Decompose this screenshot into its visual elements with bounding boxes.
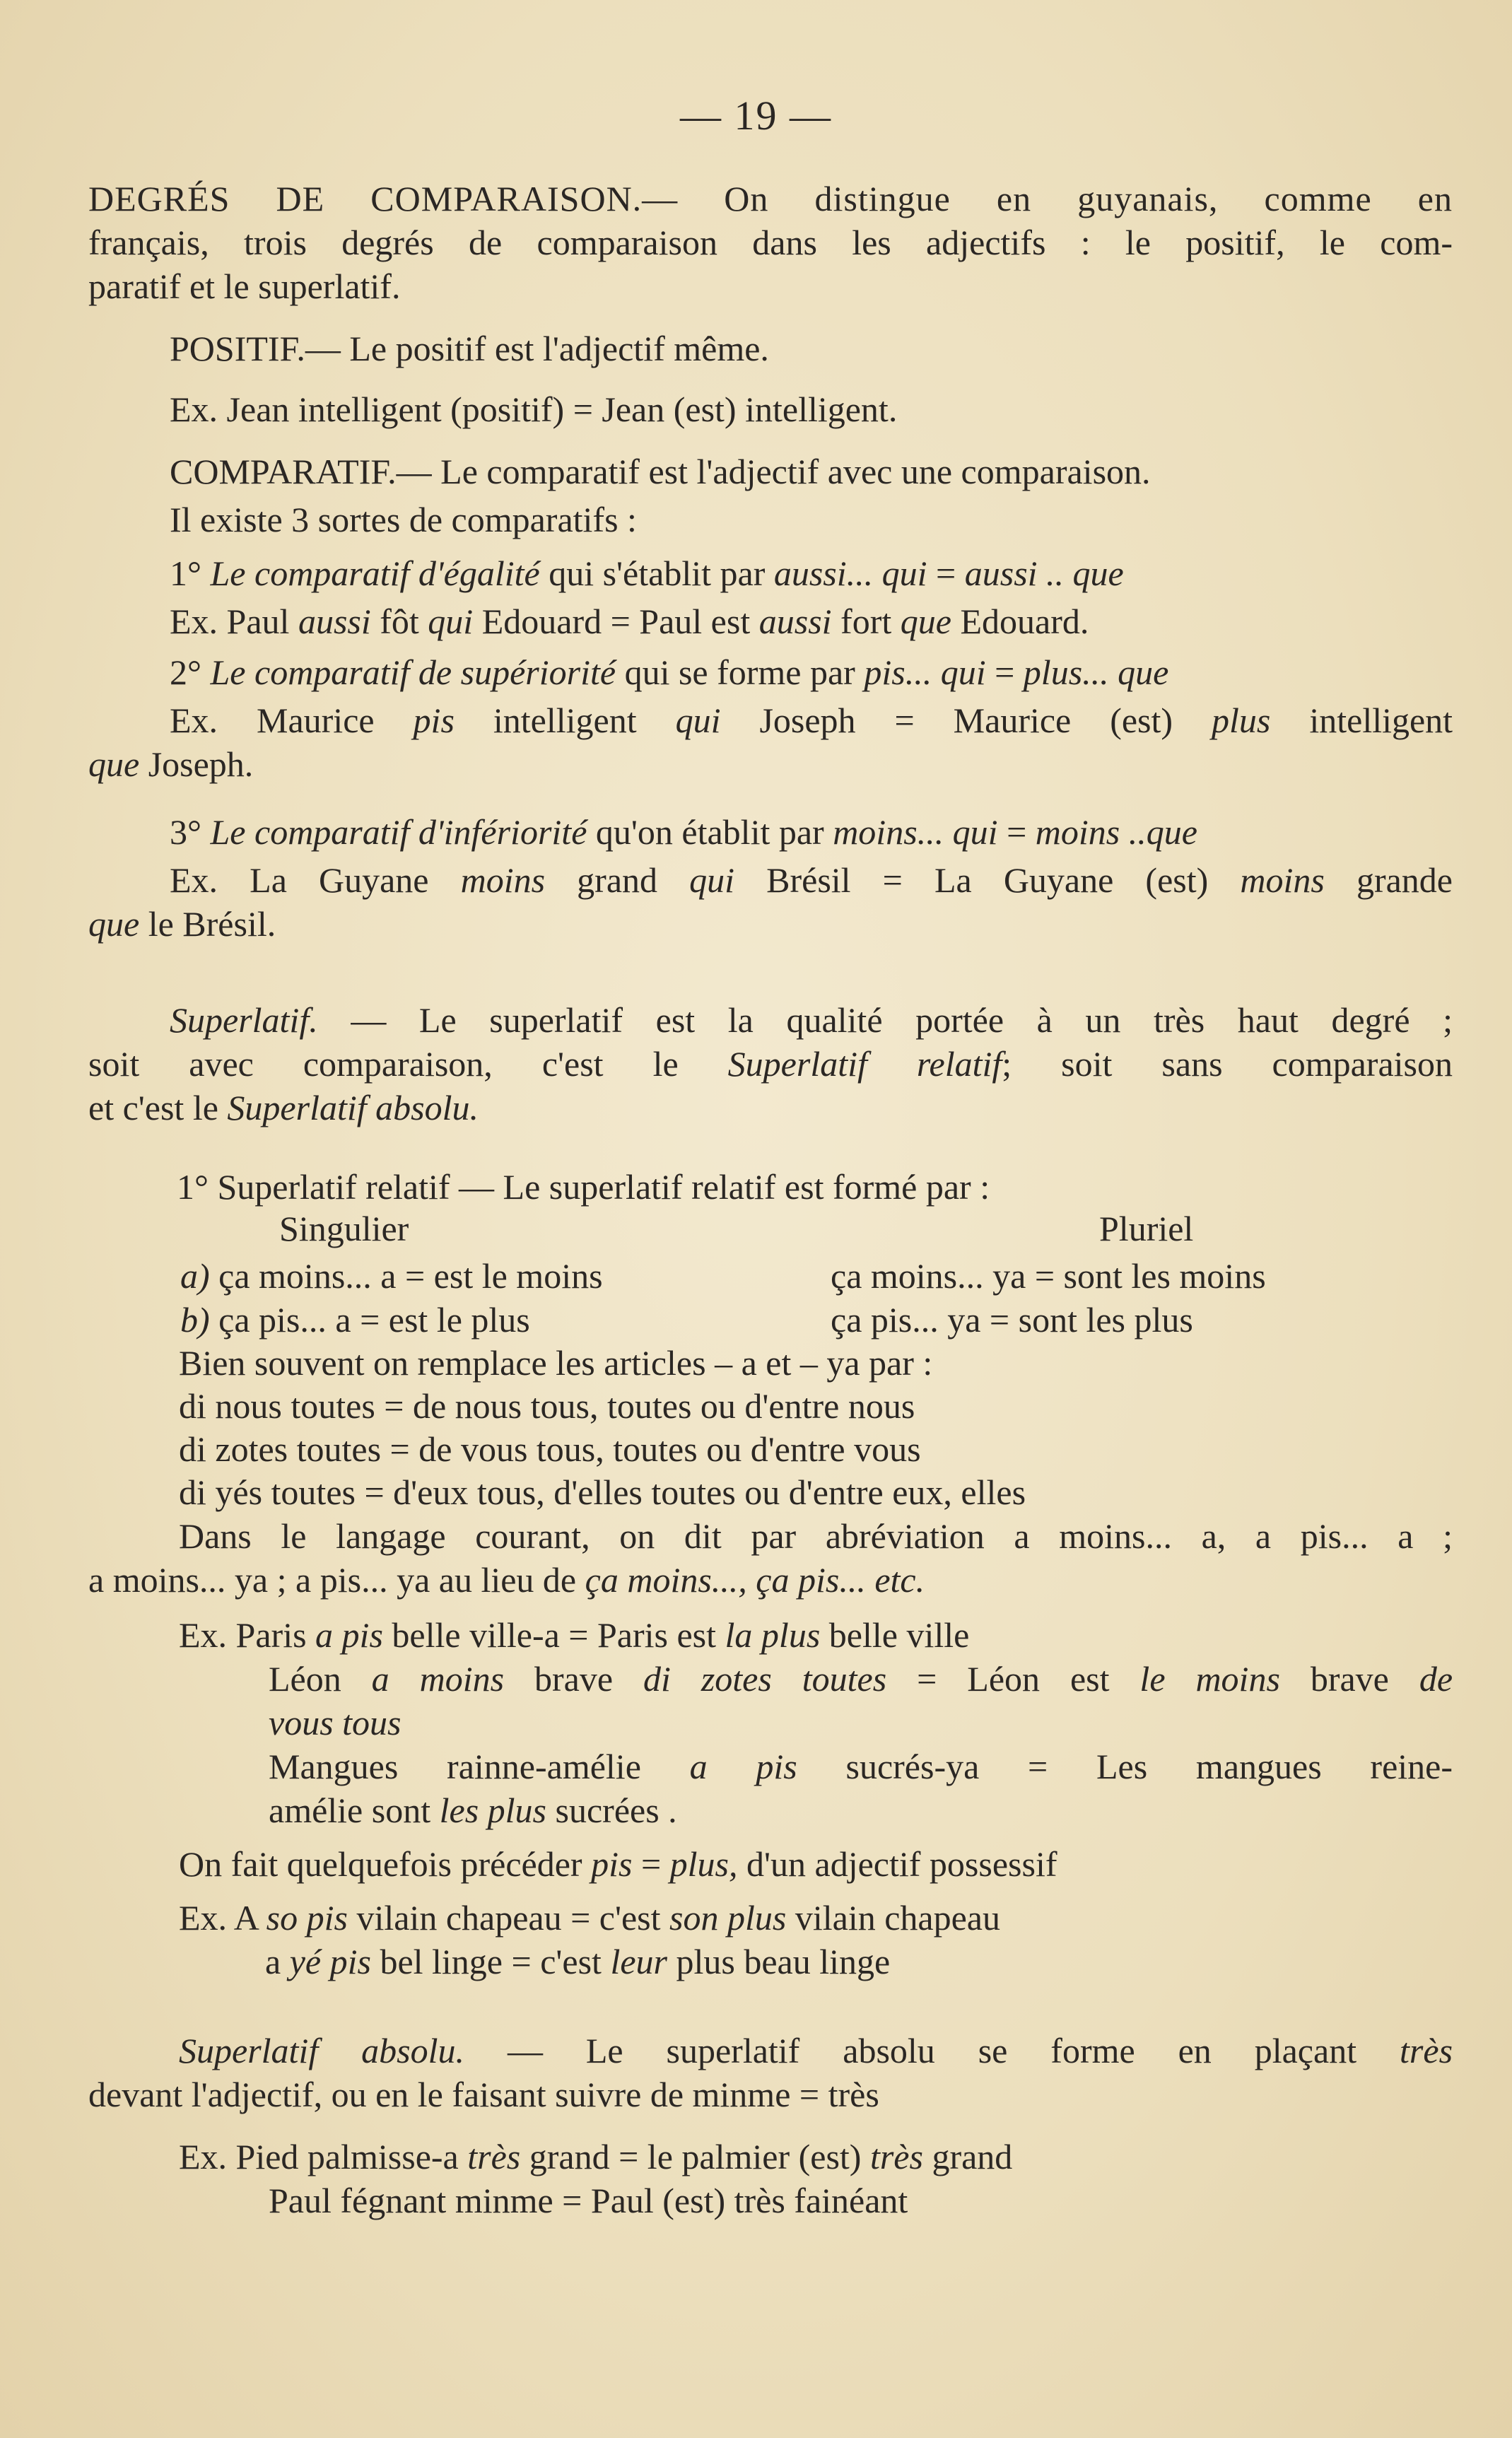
degres-line-3: paratif et le superlatif. [88, 266, 401, 306]
relatif-forms-table [88, 1254, 1453, 1342]
pronoun-vous: di zotes toutes = de vous tous, toutes ou d'entre vous [179, 1429, 921, 1469]
comparatif-definition: COMPARATIF.— Le comparatif est l'adjectif avec une comparaison. [170, 452, 1151, 491]
absolu-def-1: Superlatif absolu. — Le superlatif absolu se forme en plaçant très [179, 2031, 1453, 2070]
relatif-form-row [180, 1254, 1453, 1298]
positif-definition: POSITIF.— Le positif est l'adjectif même. [170, 329, 769, 368]
relatif-pronouns [88, 1342, 1453, 1514]
relatif-row-marker: a) [180, 1256, 210, 1296]
relatif-pluriel-cell: ça pis... ya = sont les plus [831, 1300, 1193, 1340]
relatif-replace: Bien souvent on remplace les articles – a et – ya par : [179, 1343, 933, 1383]
relatif-examples [88, 1613, 1453, 1832]
possessif-example-2: a yé pis bel linge = c'est leur plus beau linge [265, 1942, 891, 1981]
relatif-column-headers [88, 1209, 1453, 1248]
page-number: — 19 — [680, 93, 832, 139]
term-comparatif-inferiorite: Le comparatif d'infériorité [210, 812, 587, 852]
pronoun-eux: di yés toutes = d'eux tous, d'elles toutes ou d'entre eux, elles [179, 1472, 1026, 1512]
relatif-row-marker: b) [180, 1300, 210, 1340]
comparatif-egalite-example: Ex. Paul aussi fôt qui Edouard = Paul est aussi fort que Edouard. [170, 602, 1089, 641]
superlatif-def-2: soit avec comparaison, c'est le Superlatif relatif; soit sans comparaison [88, 1044, 1453, 1084]
comparatif-section [88, 450, 1453, 946]
relatif-example-1: Ex. Paris a pis belle ville-a = Paris est la plus belle ville [179, 1615, 970, 1655]
degres-section [88, 177, 1453, 308]
superlatif-def-3: et c'est le Superlatif absolu. [88, 1088, 479, 1127]
comparatif-intro: Il existe 3 sortes de comparatifs : [170, 500, 637, 539]
relatif-abbreviation-2: a moins... ya ; a pis... ya au lieu de ça moins..., ça pis... etc. [88, 1560, 925, 1600]
term-superlatif: Superlatif. [170, 1000, 318, 1040]
absolu-def-2: devant l'adjectif, ou en le faisant suivre de minme = très [88, 2075, 879, 2114]
comparatif-inferiorite: 3° Le comparatif d'infériorité qu'on établit par moins... qui = moins ..que [170, 812, 1197, 852]
term-comparatif-superiorite: Le comparatif de supériorité [210, 652, 616, 692]
degres-line-1: DEGRÉS DE COMPARAISON.— On distingue en guyanais, comme en [88, 179, 1453, 218]
superlatif-absolu-section [88, 2029, 1453, 2222]
relatif-example-2-cont: vous tous [269, 1703, 402, 1742]
relatif-pluriel-cell: ça moins... ya = sont les moins [831, 1256, 1266, 1296]
relatif-example-3: Mangues rainne-amélie a pis sucrés-ya = Les mangues reine- [269, 1747, 1453, 1786]
term-superlatif-absolu: Superlatif absolu. [179, 2031, 464, 2070]
superlatif-def-1: Superlatif. — Le superlatif est la qualité portée à un très haut degré ; [170, 1000, 1453, 1040]
relatif-example-3-cont: amélie sont les plus sucrées . [269, 1791, 677, 1830]
absolu-example-1: Ex. Pied palmisse-a très grand = le palmier (est) très grand [179, 2137, 1013, 2176]
column-pluriel: Pluriel [1099, 1209, 1194, 1248]
superlatif-section [88, 998, 1453, 1130]
degres-line-2: français, trois degrés de comparaison dans les adjectifs : le positif, le com- [88, 223, 1453, 262]
term-comparatif-egalite: Le comparatif d'égalité [210, 553, 540, 593]
relatif-possessif: On fait quelquefois précéder pis = plus, d'un adjectif possessif [179, 1844, 1057, 1884]
comparatif-inferiorite-example-cont: que le Brésil. [88, 904, 276, 944]
relatif-heading: 1° Superlatif relatif — Le superlatif relatif est formé par : [177, 1167, 990, 1207]
relatif-abbreviation-1: Dans le langage courant, on dit par abréviation a moins... a, a pis... a ; [179, 1516, 1453, 1556]
column-singulier: Singulier [279, 1209, 409, 1248]
relatif-singulier-cell: a) ça moins... a = est le moins [180, 1256, 603, 1296]
comparatif-superiorite-example-cont: que Joseph. [88, 744, 254, 784]
absolu-example-2: Paul fégnant minme = Paul (est) très fainéant [269, 2181, 908, 2220]
comparatif-inferiorite-example: Ex. La Guyane moins grand qui Brésil = La Guyane (est) moins grande [170, 860, 1453, 900]
comparatif-superiorite: 2° Le comparatif de supériorité qui se forme par pis... qui = plus... que [170, 652, 1169, 692]
superlatif-relatif-section [88, 1165, 1453, 1983]
pronoun-nous: di nous toutes = de nous tous, toutes ou d'entre nous [179, 1386, 915, 1426]
positif-example: Ex. Jean intelligent (positif) = Jean (est) intelligent. [170, 389, 898, 429]
positif-section [88, 327, 1453, 431]
relatif-form-row [180, 1298, 1453, 1342]
possessif-example-1: Ex. A so pis vilain chapeau = c'est son plus vilain chapeau [179, 1898, 1000, 1938]
comparatif-egalite: 1° Le comparatif d'égalité qui s'établit par aussi... qui = aussi .. que [170, 553, 1124, 593]
comparatif-superiorite-example: Ex. Maurice pis intelligent qui Joseph = Maurice (est) plus intelligent [170, 701, 1453, 740]
relatif-singulier-cell: b) ça pis... a = est le plus [180, 1300, 530, 1340]
relatif-example-2: Léon a moins brave di zotes toutes = Léon est le moins brave de [269, 1659, 1453, 1699]
